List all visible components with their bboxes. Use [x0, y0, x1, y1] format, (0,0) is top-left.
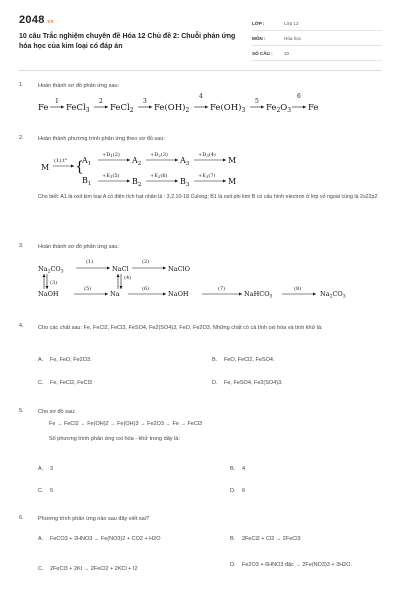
- svg-text:{: {: [75, 159, 84, 175]
- option-letter: A.: [38, 466, 44, 472]
- option-d[interactable]: [230, 488, 245, 494]
- option-text: 2FeCl2 + Cl2 → 2FeCl3: [242, 536, 301, 542]
- option-b[interactable]: [230, 466, 245, 472]
- svg-text:FeCl2: FeCl$_2$: [110, 103, 134, 114]
- option-c[interactable]: [38, 380, 92, 386]
- svg-text:NaOH: NaOH: [168, 290, 189, 298]
- svg-text:M: M: [41, 163, 50, 172]
- question-stem: Cho các chất sau: Fe, FeCl2, FeCl3, FeSO4, Fe2(SO4)3, FeO, Fe2O3. Những chất có cả tính oxi hóa và tính khử là:: [38, 325, 323, 331]
- question-2: [19, 135, 381, 215]
- svg-text:(3): (3): [50, 280, 58, 286]
- svg-text:Na2CO3: $Na_2CO_3$: [38, 265, 64, 275]
- option-a[interactable]: [38, 466, 53, 472]
- document-meta: [252, 16, 382, 61]
- question-4: [19, 323, 381, 393]
- question-5: [19, 408, 381, 498]
- svg-text:Fe(OH)3: $Fe(OH)_3$: [210, 103, 246, 114]
- option-text: 3: [50, 466, 54, 472]
- option-text: 4: [242, 466, 246, 472]
- svg-text:(7): (7): [218, 286, 226, 292]
- svg-text:NaOH: NaOH: [38, 290, 59, 298]
- reaction-scheme-2: [38, 143, 278, 195]
- meta-grade-value: Lớp 12: [284, 20, 299, 26]
- option-text: FeO, FeCl2, FeSO4.: [224, 357, 275, 363]
- step-label: 1: [55, 98, 59, 105]
- meta-count-label: SỐ CÂU :: [252, 50, 273, 56]
- meta-grade: [252, 16, 382, 31]
- option-a[interactable]: [38, 536, 161, 542]
- logo-text: 2048: [19, 14, 45, 26]
- question-stem: Hoàn thành phương trình phản ứng theo sơ đồ sau:: [38, 136, 165, 142]
- svg-text:Na2CO3: $Na_2CO_3$: [320, 290, 346, 300]
- question-subtext: Số phương trình phản ứng oxi hóa - khử trong dãy là:: [49, 436, 180, 442]
- question-stem: Phương trình phản ứng nào sau đây viết sai?: [38, 516, 149, 522]
- option-letter: D.: [230, 562, 236, 568]
- option-text: 5: [50, 488, 54, 494]
- svg-text:+D3(4): $+D_3(4)$: [198, 152, 216, 158]
- step-label: 5: [255, 98, 259, 105]
- step-label: 4: [199, 93, 203, 100]
- header-divider: [19, 70, 381, 71]
- option-letter: B.: [230, 466, 236, 472]
- option-text: FeCO3 + 2HNO3 → Fe(NO3)2 + CO2 + H2O: [50, 536, 161, 542]
- option-text: 2FeCl3 + 2KI → 2FeCl2 + 2KCl + I2: [50, 566, 138, 572]
- svg-text:NaClO: NaClO: [168, 265, 190, 273]
- svg-text:M: M: [228, 156, 237, 165]
- meta-subject-value: Hóa học: [284, 35, 302, 41]
- option-c[interactable]: [38, 488, 53, 494]
- option-letter: B.: [212, 357, 218, 363]
- question-number: 2.: [19, 135, 24, 141]
- reaction-scheme-5: Fe → FeCl2 → Fe(OH)2 → Fe(OH)3 → Fe2O3 → Fe → FeCl3: [49, 421, 203, 427]
- option-text: Fe, FeCl2, FeCl3: [50, 380, 92, 386]
- option-c[interactable]: [38, 566, 138, 572]
- svg-text:NaHCO3: NaHCO$_3$: [244, 290, 273, 300]
- svg-text:(4): (4): [124, 275, 132, 281]
- question-number: 3.: [19, 243, 24, 249]
- question-3: [19, 243, 381, 305]
- svg-text:B1: $B_1$: [82, 176, 92, 187]
- svg-text:Fe2O3: $Fe_2O_3$: [266, 103, 292, 114]
- option-d[interactable]: [212, 380, 283, 386]
- svg-text:Fe(OH)2: $Fe(OH)_2$: [154, 103, 190, 114]
- option-letter: C.: [38, 380, 44, 386]
- svg-text:(6): (6): [142, 286, 150, 292]
- option-letter: C.: [38, 566, 44, 572]
- page-header: [0, 0, 400, 70]
- svg-text:NaCl: NaCl: [112, 265, 129, 273]
- question-stem: Cho sơ đồ sau:: [38, 409, 76, 415]
- svg-text:B2: $B_2$: [132, 177, 142, 188]
- meta-grade-label: LỚP :: [252, 20, 265, 26]
- svg-text:A3: $A_3$: [180, 156, 190, 167]
- option-text: Fe, FeSO4, Fe2(SO4)3.: [224, 380, 283, 386]
- svg-text:+E3(7): $+E_3(7)$: [198, 173, 216, 179]
- svg-text:(2): (2): [142, 259, 150, 265]
- svg-text:+D2(3): $+D_2(3)$: [150, 152, 168, 158]
- option-text: Fe2O3 + 6HNO3 đặc → 2Fe(NO3)3 + 3H2O.: [242, 562, 353, 568]
- question-stem: Hoàn thành sơ đồ phản ứng sau:: [38, 244, 119, 250]
- svg-text:+E1(5): $+E_1(5)$: [102, 173, 120, 179]
- svg-text:Fe: Fe: [308, 103, 319, 113]
- site-logo[interactable]: [19, 14, 54, 26]
- option-letter: C.: [38, 488, 44, 494]
- svg-text:FeCl3: FeCl$_3$: [66, 103, 90, 114]
- question-number: 6.: [19, 515, 24, 521]
- step-label: 6: [297, 93, 301, 100]
- option-text: Fe, FeO, Fe2O3.: [50, 357, 92, 363]
- meta-subject-label: MÔN :: [252, 35, 266, 41]
- svg-text:B3: $B_3$: [180, 177, 190, 188]
- option-letter: A.: [38, 536, 44, 542]
- question-number: 4.: [19, 323, 24, 329]
- question-stem: Hoàn thành sơ đồ phản ứng sau:: [38, 83, 119, 89]
- option-letter: A.: [38, 357, 44, 363]
- option-letter: B.: [230, 536, 236, 542]
- option-d[interactable]: [230, 560, 380, 570]
- option-letter: D.: [212, 380, 218, 386]
- question-number: 1.: [19, 82, 24, 88]
- question-6: [19, 515, 381, 595]
- svg-text:Na: Na: [110, 290, 120, 298]
- option-text: 6: [242, 488, 246, 494]
- svg-text:A2: $A_2$: [132, 156, 142, 167]
- option-letter: D.: [230, 488, 236, 494]
- svg-text:(1),t°: (1),t°: [54, 158, 68, 164]
- logo-suffix: .vn: [45, 19, 54, 25]
- question-note: Cho biết: A1 là oxit kim loại A có điện tích hạt nhân là : 3,2.10-18 Culong; B1 là oxit phi kim B có cấu hình electron ở lớp vỏ ngoài cùng là 2s22p2: [38, 194, 378, 200]
- svg-text:M: M: [228, 177, 237, 186]
- option-b[interactable]: [230, 536, 301, 542]
- option-a[interactable]: [38, 357, 92, 363]
- meta-count-value: 10: [284, 50, 290, 56]
- svg-text:+D1(2): $+D_1(2)$: [102, 152, 120, 158]
- meta-count: [252, 46, 382, 61]
- question-number: 5.: [19, 408, 24, 414]
- step-label: 3: [143, 98, 147, 105]
- svg-text:(5): (5): [84, 286, 92, 292]
- reaction-chain-1: [38, 90, 338, 116]
- meta-subject: [252, 31, 382, 46]
- svg-text:(8): (8): [294, 286, 302, 292]
- svg-text:+E2(6): $+E_2(6)$: [150, 173, 168, 179]
- svg-text:Fe: Fe: [38, 103, 49, 113]
- step-label: 2: [99, 98, 103, 105]
- svg-text:A1: $A_1$: [82, 156, 92, 167]
- reaction-scheme-3: [38, 251, 358, 303]
- question-1: [19, 82, 381, 122]
- option-b[interactable]: [212, 357, 274, 363]
- svg-text:(1): (1): [86, 259, 94, 265]
- document-title: 10 câu Trắc nghiệm chuyên đề Hóa 12 Chủ đề 2: Chuỗi phản ứng hóa học của kim loại có đáp án: [19, 33, 236, 50]
